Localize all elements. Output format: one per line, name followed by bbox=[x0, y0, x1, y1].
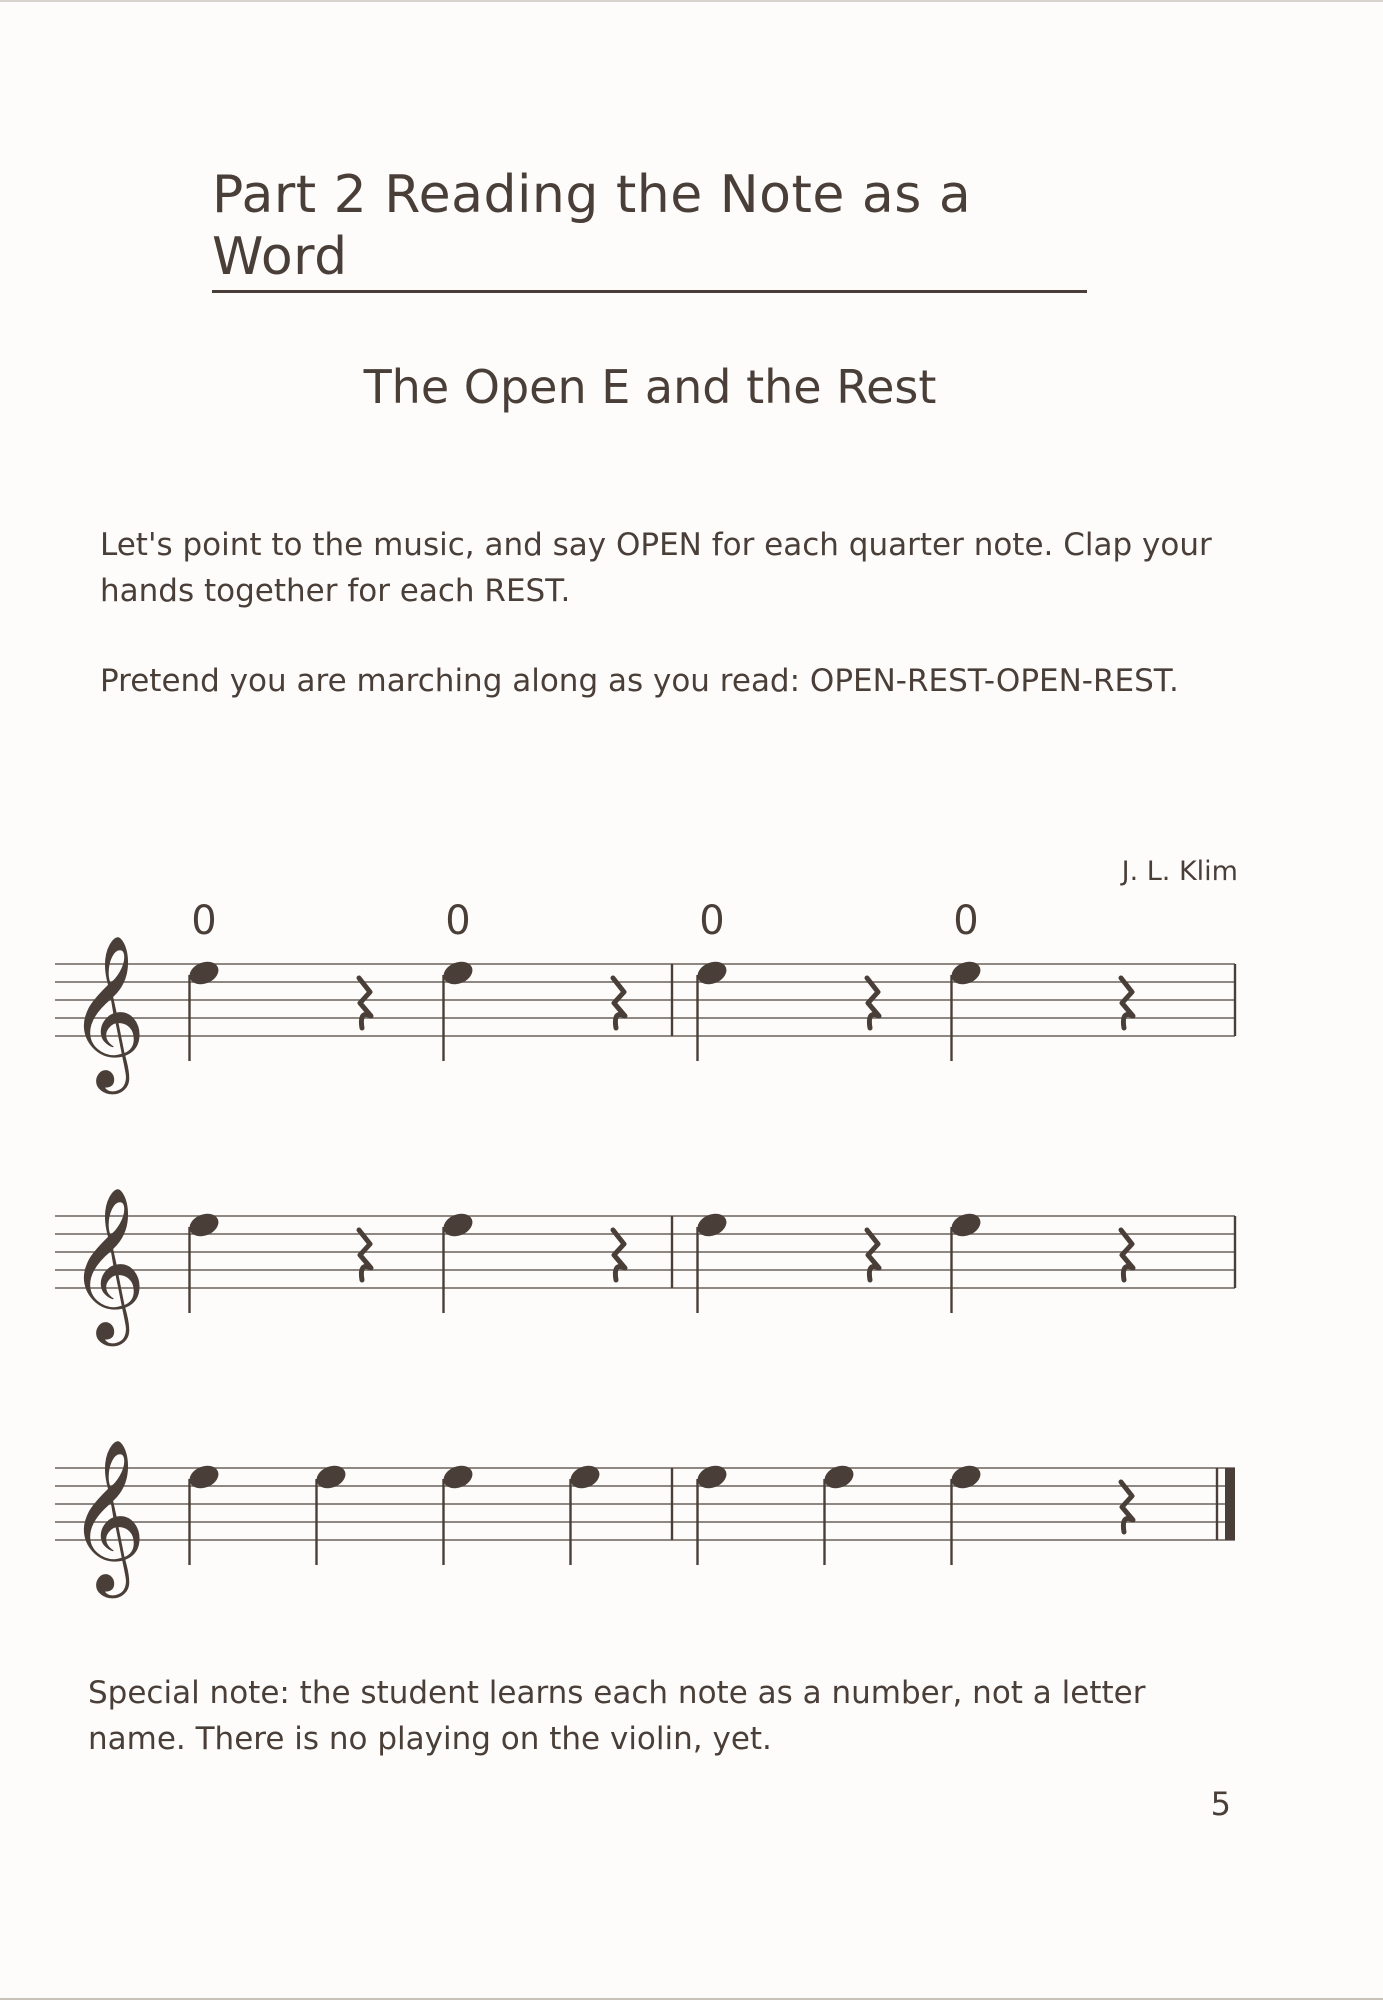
quarter-note-head bbox=[694, 1210, 730, 1241]
quarter-note-head bbox=[440, 958, 476, 989]
quarter-note-head bbox=[694, 1462, 730, 1493]
page-title: Part 2 Reading the Note as a Word bbox=[212, 164, 1087, 293]
final-barline-thick bbox=[1225, 1468, 1235, 1540]
treble-clef-icon: 𝄞 bbox=[68, 1438, 147, 1592]
quarter-note-head bbox=[186, 1462, 222, 1493]
quarter-rest-icon bbox=[613, 1230, 625, 1280]
fingering-number: 0 bbox=[445, 898, 471, 944]
fingering-number: 0 bbox=[191, 898, 217, 944]
instruction-paragraph-2: Pretend you are marching along as you read: OPEN-REST-OPEN-REST. bbox=[100, 663, 1179, 699]
quarter-note-head bbox=[948, 1210, 984, 1241]
quarter-note-head bbox=[186, 958, 222, 989]
quarter-rest-icon bbox=[1121, 1482, 1133, 1532]
quarter-note-head bbox=[948, 1462, 984, 1493]
treble-clef-icon: 𝄞 bbox=[68, 934, 147, 1088]
quarter-note-head bbox=[821, 1462, 857, 1493]
page-number: 5 bbox=[1210, 1785, 1231, 1823]
page-top-edge bbox=[0, 0, 1383, 2]
quarter-note-head bbox=[694, 958, 730, 989]
composer-credit: J. L. Klim bbox=[1121, 856, 1238, 887]
fingering-number: 0 bbox=[699, 898, 725, 944]
quarter-rest-icon bbox=[613, 978, 625, 1028]
treble-clef-icon: 𝄞 bbox=[68, 1186, 147, 1340]
section-subtitle: The Open E and the Rest bbox=[363, 360, 937, 414]
quarter-rest-icon bbox=[359, 1230, 371, 1280]
quarter-rest-icon bbox=[867, 978, 879, 1028]
instruction-paragraph-1: Let's point to the music, and say OPEN for each quarter note. Clap your hands together for each REST. bbox=[100, 527, 1212, 609]
quarter-rest-icon bbox=[1121, 978, 1133, 1028]
quarter-rest-icon bbox=[1121, 1230, 1133, 1280]
quarter-note-head bbox=[313, 1462, 349, 1493]
quarter-rest-icon bbox=[359, 978, 371, 1028]
quarter-note-head bbox=[186, 1210, 222, 1241]
quarter-note-head bbox=[948, 958, 984, 989]
fingering-number: 0 bbox=[953, 898, 979, 944]
quarter-note-head bbox=[440, 1210, 476, 1241]
special-note: Special note: the student learns each note as a number, not a letter name. There is no playing on the violin, yet. bbox=[88, 1675, 1146, 1757]
quarter-rest-icon bbox=[867, 1230, 879, 1280]
quarter-note-head bbox=[440, 1462, 476, 1493]
music-score bbox=[0, 860, 1383, 1620]
quarter-note-head bbox=[567, 1462, 603, 1493]
